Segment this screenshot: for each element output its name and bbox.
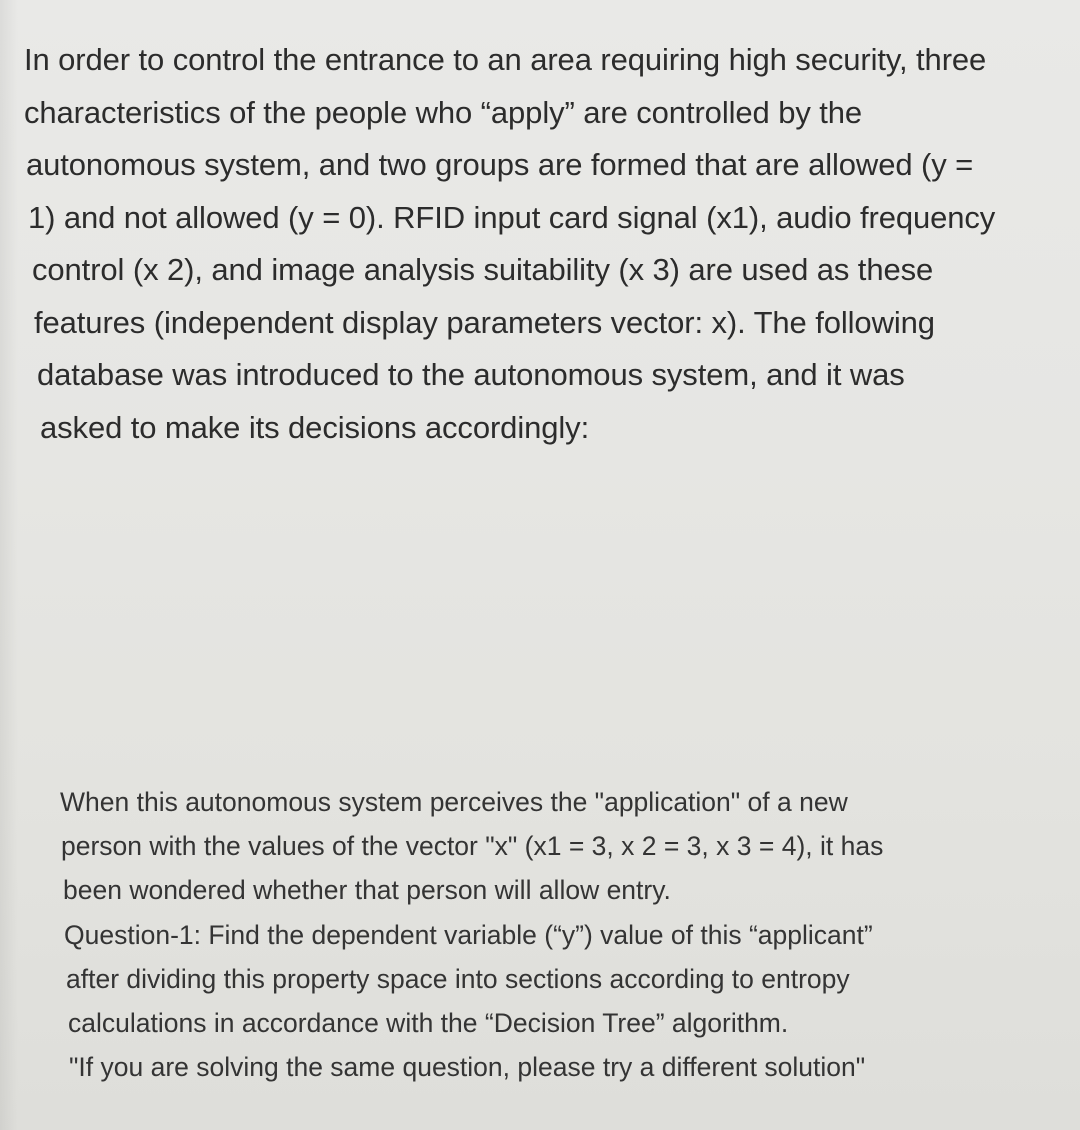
question-line-7: "If you are solving the same question, please try a different solution" xyxy=(69,1052,866,1083)
intro-line-5: control (x 2), and image analysis suitability (x 3) are used as these xyxy=(32,252,934,287)
question-line-1: When this autonomous system perceives the "application" of a new xyxy=(60,787,848,817)
intro-line-6: features (independent display parameters vector: x). The following xyxy=(34,304,935,340)
intro-line-7: database was introduced to the autonomous system, and it was xyxy=(37,357,905,392)
question-line-3: been wondered whether that person will allow entry. xyxy=(63,875,671,906)
intro-line-1: In order to control the entrance to an area requiring high security, three xyxy=(24,42,987,77)
question-line-5: after dividing this property space into sections according to entropy xyxy=(66,963,850,994)
question-line-4: Question-1: Find the dependent variable (“y”) value of this “applicant” xyxy=(64,919,873,950)
question-line-6: calculations in accordance with the “Decision Tree” algorithm. xyxy=(68,1008,789,1039)
question-line-2: person with the values of the vector "x" (x1 = 3, x 2 = 3, x 3 = 4), it has xyxy=(61,831,884,862)
intro-line-3: autonomous system, and two groups are formed that are allowed (y = xyxy=(26,147,974,182)
intro-line-4: 1) and not allowed (y = 0). RFID input card signal (x1), audio frequency xyxy=(28,199,996,235)
intro-line-8: asked to make its decisions accordingly: xyxy=(40,409,590,445)
intro-line-2: characteristics of the people who “apply” are controlled by the xyxy=(24,94,863,130)
problem-intro-text xyxy=(24,34,995,454)
question-text xyxy=(60,780,883,1089)
